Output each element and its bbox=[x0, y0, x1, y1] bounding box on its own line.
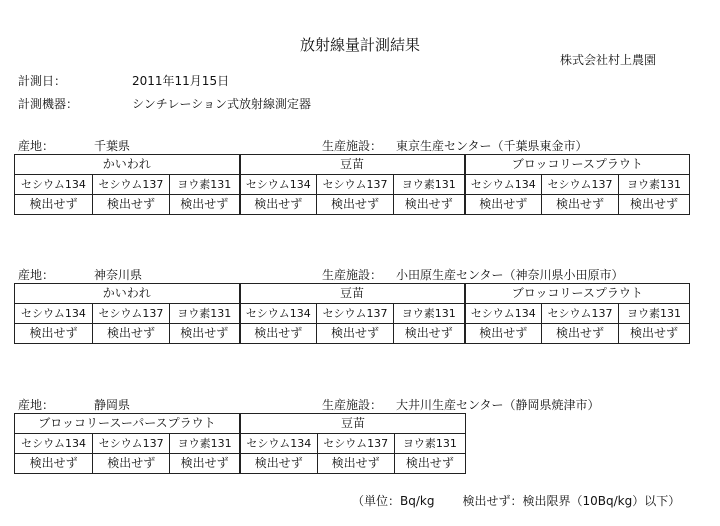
result-cell: 検出せず bbox=[542, 324, 619, 344]
isotope-header: ヨウ素131 bbox=[170, 304, 240, 324]
facility-label: 生産施設： bbox=[322, 398, 383, 412]
result-cell: 検出せず bbox=[317, 454, 394, 474]
isotope-header: セシウム134 bbox=[240, 434, 317, 454]
isotope-header: セシウム134 bbox=[15, 304, 93, 324]
result-cell: 検出せず bbox=[240, 195, 317, 215]
origin-label: 産地： bbox=[18, 268, 55, 282]
result-cell: 検出せず bbox=[619, 195, 690, 215]
isotope-header: ヨウ素131 bbox=[170, 175, 240, 195]
product-name: 豆苗 bbox=[240, 414, 466, 434]
result-cell: 検出せず bbox=[394, 454, 465, 474]
isotope-header: セシウム134 bbox=[465, 175, 542, 195]
result-cell: 検出せず bbox=[465, 195, 542, 215]
measurement-device-value: シンチレーション式放射線測定器 bbox=[132, 97, 311, 111]
origin-value: 千葉県 bbox=[94, 139, 131, 153]
result-cell: 検出せず bbox=[170, 454, 240, 474]
product-name: 豆苗 bbox=[240, 284, 465, 304]
result-cell: 検出せず bbox=[93, 195, 170, 215]
isotope-header: セシウム137 bbox=[542, 304, 619, 324]
measurement-date-value: 2011年11月15日 bbox=[132, 74, 230, 88]
result-cell: 検出せず bbox=[542, 195, 619, 215]
results-table bbox=[14, 413, 466, 474]
result-cell: 検出せず bbox=[317, 195, 394, 215]
footnote-unit: （単位：Bq/kg bbox=[352, 494, 435, 508]
isotope-header: ヨウ素131 bbox=[394, 304, 465, 324]
isotope-header: セシウム134 bbox=[240, 304, 317, 324]
result-cell: 検出せず bbox=[15, 195, 93, 215]
product-name: かいわれ bbox=[15, 284, 240, 304]
result-cell: 検出せず bbox=[317, 324, 394, 344]
result-cell: 検出せず bbox=[93, 454, 170, 474]
origin-label: 産地： bbox=[18, 139, 55, 153]
origin-value: 神奈川県 bbox=[94, 268, 143, 282]
result-cell: 検出せず bbox=[170, 195, 240, 215]
origin-label: 産地： bbox=[18, 398, 55, 412]
isotope-header: ヨウ素131 bbox=[170, 434, 240, 454]
company-name: 株式会社村上農園 bbox=[560, 53, 657, 67]
product-name: ブロッコリースプラウト bbox=[465, 284, 690, 304]
facility-value: 東京生産センター（千葉県東金市） bbox=[396, 139, 588, 153]
footnote bbox=[352, 492, 680, 509]
isotope-header: セシウム134 bbox=[240, 175, 317, 195]
product-name: ブロッコリースーパースプラウト bbox=[15, 414, 240, 434]
isotope-header: ヨウ素131 bbox=[394, 434, 465, 454]
facility-value: 大井川生産センター（静岡県焼津市） bbox=[396, 398, 600, 412]
isotope-header: ヨウ素131 bbox=[619, 175, 690, 195]
isotope-header: ヨウ素131 bbox=[394, 175, 465, 195]
isotope-header: セシウム137 bbox=[93, 304, 170, 324]
result-cell: 検出せず bbox=[394, 324, 465, 344]
facility-label: 生産施設： bbox=[322, 268, 383, 282]
measurement-device-label: 計測機器： bbox=[18, 97, 79, 111]
isotope-header: セシウム137 bbox=[317, 304, 394, 324]
result-cell: 検出せず bbox=[93, 324, 170, 344]
result-cell: 検出せず bbox=[619, 324, 690, 344]
isotope-header: セシウム134 bbox=[15, 175, 93, 195]
result-cell: 検出せず bbox=[15, 324, 93, 344]
isotope-header: セシウム134 bbox=[465, 304, 542, 324]
origin-value: 静岡県 bbox=[94, 398, 131, 412]
product-name: かいわれ bbox=[15, 155, 240, 175]
result-cell: 検出せず bbox=[465, 324, 542, 344]
isotope-header: セシウム134 bbox=[15, 434, 93, 454]
result-cell: 検出せず bbox=[170, 324, 240, 344]
measurement-date-label: 計測日： bbox=[18, 74, 67, 88]
results-table bbox=[14, 283, 690, 344]
facility-value: 小田原生産センター（神奈川県小田原市） bbox=[396, 268, 624, 282]
isotope-header: セシウム137 bbox=[317, 434, 394, 454]
product-name: 豆苗 bbox=[240, 155, 465, 175]
isotope-header: セシウム137 bbox=[93, 434, 170, 454]
result-cell: 検出せず bbox=[240, 454, 317, 474]
isotope-header: ヨウ素131 bbox=[619, 304, 690, 324]
result-cell: 検出せず bbox=[394, 195, 465, 215]
facility-label: 生産施設： bbox=[322, 139, 383, 153]
results-table bbox=[14, 154, 690, 215]
isotope-header: セシウム137 bbox=[542, 175, 619, 195]
isotope-header: セシウム137 bbox=[317, 175, 394, 195]
result-cell: 検出せず bbox=[240, 324, 317, 344]
product-name: ブロッコリースプラウト bbox=[465, 155, 690, 175]
result-cell: 検出せず bbox=[15, 454, 93, 474]
document-title: 放射線量計測結果 bbox=[299, 36, 420, 54]
isotope-header: セシウム137 bbox=[93, 175, 170, 195]
footnote-definition: 検出せず：検出限界（10Bq/kg）以下） bbox=[462, 494, 681, 508]
